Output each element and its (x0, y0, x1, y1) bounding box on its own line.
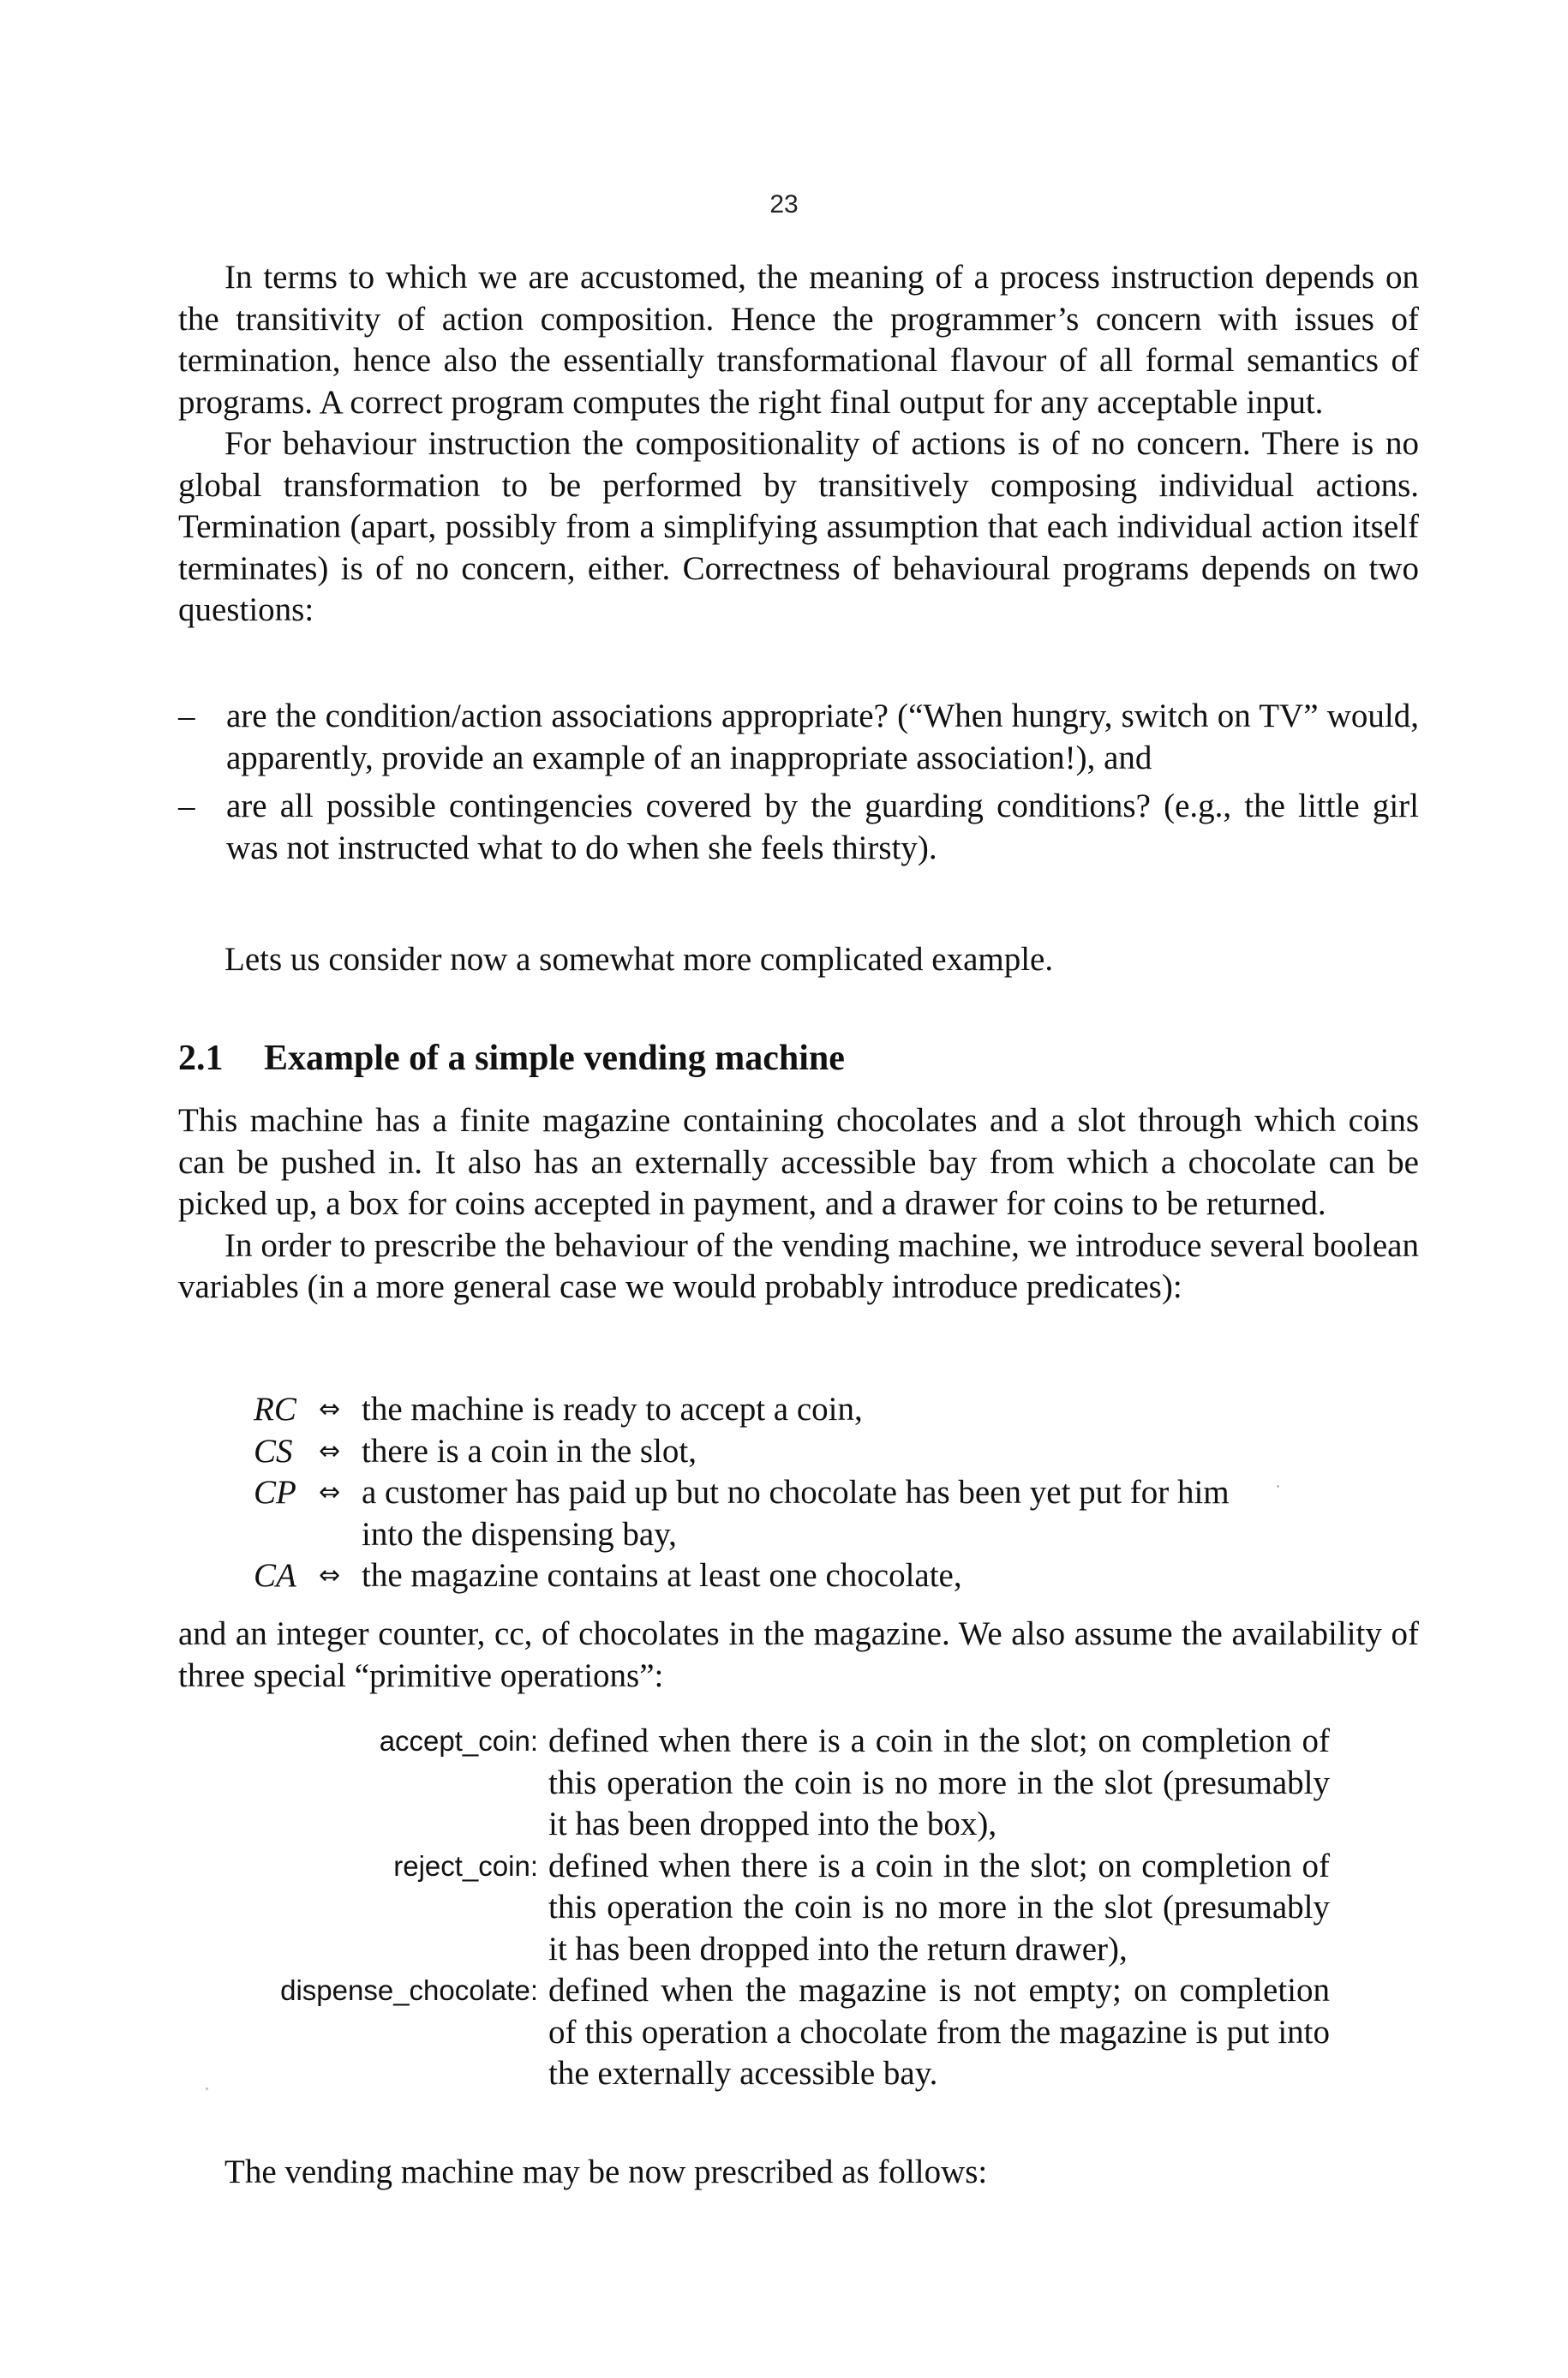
operation-name: accept_coin: (379, 1725, 538, 1757)
variable-meaning: a customer has paid up but no chocolate has been yet put for him into the dispensing bay, (362, 1474, 1230, 1553)
primitive-operations-list (178, 1721, 1419, 2095)
closing-sentence: The vending machine may be now prescribed as follows: (224, 2153, 988, 2190)
variable-symbol: CP (254, 1474, 296, 1511)
scan-speck (206, 2087, 208, 2090)
boolean-variable-list (254, 1389, 1368, 1597)
vending-machine-section (178, 1100, 1419, 1309)
variable-definition (254, 1555, 1368, 1597)
operation-name: dispense_chocolate: (280, 1974, 538, 2006)
variable-definition (254, 1431, 1368, 1473)
paragraph-process-instruction: In terms to which we are accustomed, the meaning of a process instruction depends on the transitivity of action composition. Hence the programmer’s concern with issues of termination, hence also the essentially transformational flavour of all formal semantics of programs. A correct program computes the right final output for any acceptable input. (178, 259, 1419, 421)
section-number: 2.1 (178, 1039, 224, 1078)
dash-bullet: – (178, 698, 195, 734)
correctness-questions-list (178, 696, 1419, 876)
variable-symbol: CA (254, 1557, 296, 1594)
operation-description: defined when there is a coin in the slot; on completion of this operation the coin is no more in the slot (presumably it has been dropped into the box), (548, 1722, 1330, 1842)
iff-symbol: ⇔ (319, 1435, 341, 1466)
paragraph-behaviour-instruction: For behaviour instruction the compositionality of actions is of no concern. There is no global transformation to be performed by transitively composing individual actions. Termination (apart, possibly from a simplifying assumption that each individual action itself terminates) is of no concern, either. Correctness of behavioural programs depends on two questions: (178, 425, 1419, 628)
list-item (178, 696, 1419, 779)
intro-section (178, 257, 1419, 632)
iff-symbol: ⇔ (319, 1394, 341, 1424)
question-text: are the condition/action associations appropriate? (“When hungry, switch on TV” would, apparently, provide an example of an inappropriate association!), and (226, 698, 1419, 776)
paragraph-machine-description: This machine has a finite magazine containing chocolates and a slot through which coins can be pushed in. It also has an externally accessible bay from which a chocolate can be picked up, a box for coins accepted in payment, and a drawer for coins to be returned. (178, 1102, 1419, 1222)
variable-meaning: the magazine contains at least one chocolate, (362, 1557, 962, 1594)
operation-definition (178, 1970, 1419, 2095)
operation-definition (178, 1846, 1419, 1971)
variable-meaning: the machine is ready to accept a coin, (362, 1391, 863, 1428)
variable-definition (254, 1389, 1368, 1431)
scan-speck (1277, 1485, 1279, 1488)
page-number: 23 (769, 190, 799, 219)
paragraph-boolean-variables: In order to prescribe the behaviour of the vending machine, we introduce several boolean variables (in a more general case we would probably introduce predicates): (178, 1226, 1419, 1305)
variable-symbol: RC (254, 1391, 296, 1428)
iff-symbol: ⇔ (319, 1477, 341, 1507)
list-item (178, 786, 1419, 869)
variable-meaning: there is a coin in the slot, (362, 1432, 697, 1470)
transition-sentence: Lets us consider now a somewhat more complicated example. (224, 941, 1054, 978)
dash-bullet: – (178, 788, 195, 824)
section-title: Example of a simple vending machine (264, 1039, 845, 1078)
section-heading (178, 1037, 845, 1080)
iff-symbol: ⇔ (319, 1560, 341, 1590)
paragraph-counter-and-operations: and an integer counter, cc, of chocolates in the magazine. We also assume the availability of three special “primitive operations”: (178, 1615, 1419, 1694)
question-text: are all possible contingencies covered by the guarding conditions? (e.g., the little girl was not instructed what to do when she feels thirsty). (226, 788, 1419, 866)
variable-definition (254, 1472, 1368, 1555)
operation-description: defined when the magazine is not empty; on completion of this operation a chocolate from the magazine is put into the externally accessible bay. (548, 1972, 1330, 2092)
operation-definition (178, 1721, 1419, 1846)
variable-symbol: CS (254, 1432, 293, 1470)
operation-description: defined when there is a coin in the slot; on completion of this operation the coin is no more in the slot (presumably it has been dropped into the return drawer), (548, 1847, 1330, 1968)
operation-name: reject_coin: (393, 1849, 538, 1882)
